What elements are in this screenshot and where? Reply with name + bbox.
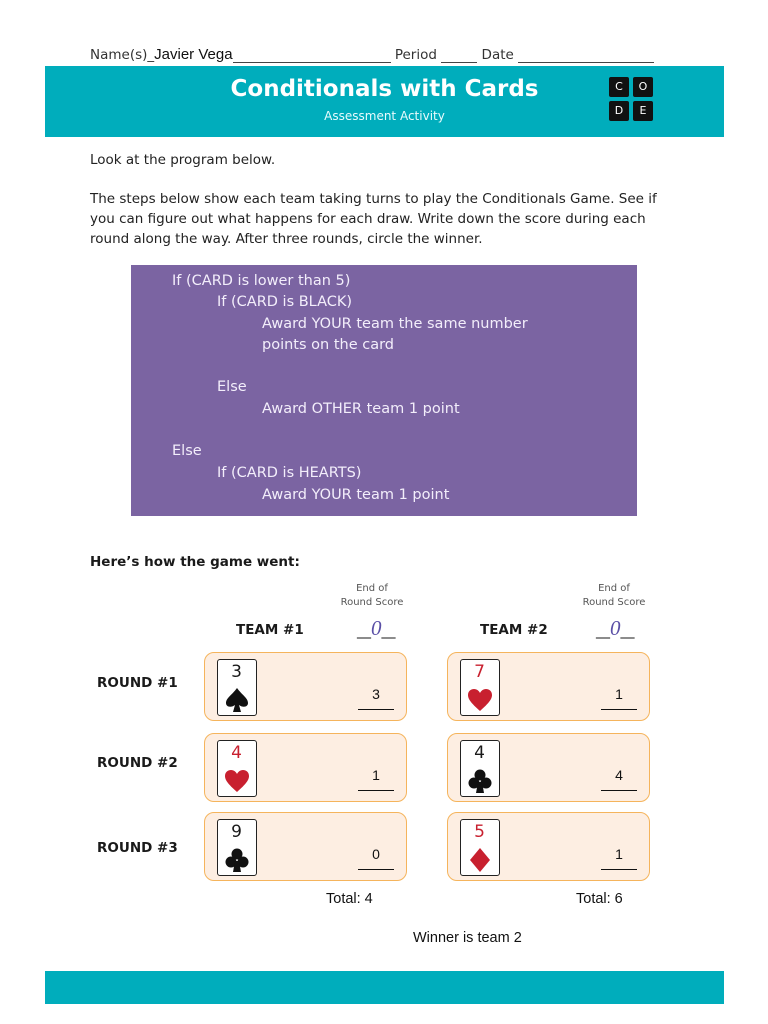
student-name[interactable]: Javier Vega <box>154 46 233 63</box>
logo-letter: E <box>633 101 653 121</box>
card-rank: 9 <box>231 822 242 842</box>
name-label: Name(s)_ <box>90 47 155 63</box>
team1-round1-slot <box>204 652 407 721</box>
round-score[interactable]: 4 <box>615 767 623 783</box>
team1-round3-slot <box>204 812 407 881</box>
playing-card <box>217 659 257 716</box>
round-score[interactable]: 3 <box>372 686 380 702</box>
period-blank[interactable] <box>441 48 477 63</box>
club-icon <box>467 768 493 794</box>
logo-letter: D <box>609 101 629 121</box>
end-of-round-line: End of <box>356 583 388 594</box>
playing-card <box>217 740 257 797</box>
team2-round3-slot <box>447 812 650 881</box>
team2-start-value: 0 <box>610 616 621 640</box>
program-box <box>131 265 637 516</box>
spade-icon <box>224 687 250 713</box>
card-rank: 5 <box>474 822 485 842</box>
card-rank: 7 <box>474 662 485 682</box>
logo-letter: C <box>609 77 629 97</box>
intro-paragraph-1: Look at the program below. <box>90 152 276 168</box>
team2-round1-slot <box>447 652 650 721</box>
club-icon <box>224 847 250 873</box>
score-underline <box>601 709 637 710</box>
round-label: ROUND #3 <box>97 840 178 856</box>
round-label: ROUND #2 <box>97 755 178 771</box>
team2-label: TEAM #2 <box>480 622 548 638</box>
period-label: Period <box>394 47 437 63</box>
program-line: Award YOUR team 1 point <box>262 487 450 503</box>
playing-card <box>460 819 500 876</box>
playing-card <box>217 819 257 876</box>
team1-round2-slot <box>204 733 407 802</box>
intro-line: you can figure out what happens for each draw. Write down the score during each <box>90 211 646 227</box>
score-underline <box>358 869 394 870</box>
code-logo <box>609 77 655 123</box>
team2-round2-slot <box>447 733 650 802</box>
intro-line: The steps below show each team taking turns to play the Conditionals Game. See if <box>90 191 657 207</box>
card-rank: 3 <box>231 662 242 682</box>
card-rank: 4 <box>474 743 485 763</box>
program-line: Award YOUR team the same number <box>262 316 528 332</box>
heart-icon <box>467 687 493 713</box>
winner-text: Winner is team 2 <box>413 930 522 946</box>
team2-end-of-round-header <box>569 582 659 610</box>
intro-paragraph-2 <box>90 189 680 249</box>
program-line: If (CARD is lower than 5) <box>172 273 351 289</box>
round-label: ROUND #1 <box>97 675 178 691</box>
heart-icon <box>224 768 250 794</box>
card-rank: 4 <box>231 743 242 763</box>
program-line: If (CARD is HEARTS) <box>217 465 362 481</box>
program-line: Award OTHER team 1 point <box>262 401 460 417</box>
end-of-round-line: End of <box>598 583 630 594</box>
team2-start-score[interactable]: __0__ <box>596 616 635 640</box>
round-score[interactable]: 1 <box>615 686 623 702</box>
score-underline <box>358 790 394 791</box>
program-line: If (CARD is BLACK) <box>217 294 353 310</box>
round-score[interactable]: 1 <box>615 846 623 862</box>
program-line: points on the card <box>262 337 394 353</box>
score-underline <box>601 869 637 870</box>
team1-label: TEAM #1 <box>236 622 304 638</box>
footer-bar <box>45 971 724 1004</box>
title-banner <box>45 66 724 137</box>
date-blank[interactable] <box>518 48 654 63</box>
round-score[interactable]: 0 <box>372 846 380 862</box>
playing-card <box>460 740 500 797</box>
name-period-date-line <box>90 46 654 63</box>
intro-line: round along the way. After three rounds, circle the winner. <box>90 231 483 247</box>
team1-start-value: 0 <box>371 616 382 640</box>
program-line: Else <box>172 443 202 459</box>
end-of-round-line: Round Score <box>582 597 646 608</box>
date-label: Date <box>481 47 514 63</box>
team2-total: Total: 6 <box>576 891 623 907</box>
team1-end-of-round-header <box>327 582 417 610</box>
name-blank <box>233 48 391 63</box>
score-underline <box>358 709 394 710</box>
program-line: Else <box>217 379 247 395</box>
end-of-round-line: Round Score <box>340 597 404 608</box>
round-score[interactable]: 1 <box>372 767 380 783</box>
page-title: Conditionals with Cards <box>230 76 539 102</box>
diamond-icon <box>467 847 493 873</box>
playing-card <box>460 659 500 716</box>
score-underline <box>601 790 637 791</box>
page-subtitle: Assessment Activity <box>324 109 445 123</box>
team1-start-score[interactable]: __0__ <box>357 616 396 640</box>
logo-letter: O <box>633 77 653 97</box>
game-heading: Here’s how the game went: <box>90 554 300 570</box>
team1-total: Total: 4 <box>326 891 373 907</box>
